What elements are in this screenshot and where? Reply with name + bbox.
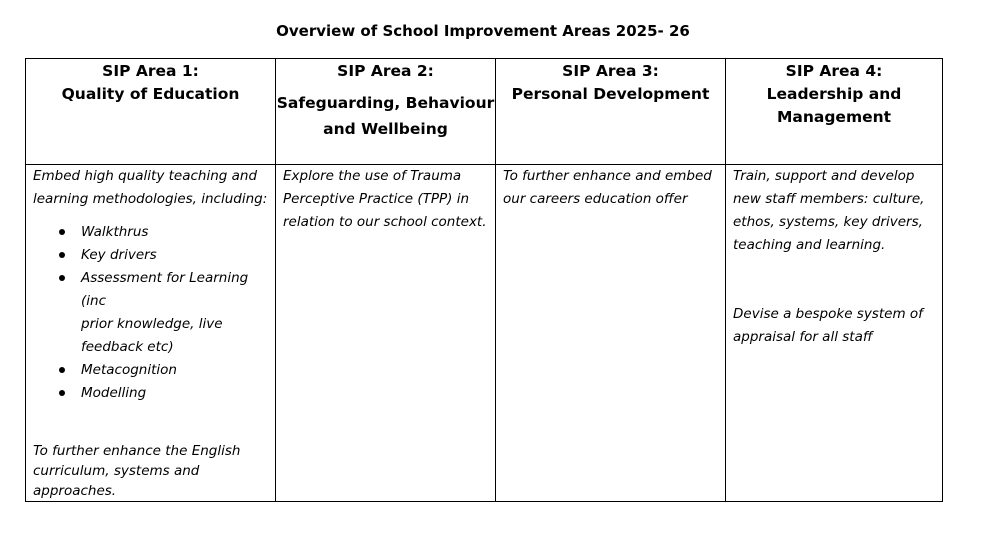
area-1-label: SIP Area 1:: [102, 62, 199, 80]
table-header-row: [26, 59, 943, 165]
sip-areas-table: [25, 58, 943, 502]
table-body-row: [26, 165, 943, 502]
area-4-name-line-1: Leadership and: [766, 85, 902, 103]
list-item: Walkthrus: [81, 221, 269, 244]
area-3-content-cell: [496, 165, 726, 502]
list-item: Assessment for Learning (inc prior knowledge, live feedback etc): [81, 267, 269, 359]
area-1-intro: Embed high quality teaching and learning methodologies, including:: [33, 168, 268, 207]
list-item: Key drivers: [81, 244, 269, 267]
list-item: Metacognition: [81, 359, 269, 382]
area-3-objective: To further enhance and embed our careers education offer: [503, 168, 712, 207]
list-item: Modelling: [81, 382, 269, 405]
area-2-name-line-1: Safeguarding, Behaviour: [276, 94, 495, 112]
header-cell-area-2: [276, 59, 496, 165]
header-cell-area-4: [726, 59, 943, 165]
area-1-content-cell: [26, 165, 276, 502]
area-4-name-line-2: Management: [776, 108, 892, 126]
area-4-label: SIP Area 4:: [785, 62, 883, 80]
area-1-english-objective: To further enhance the English curriculum, systems and approaches.: [33, 443, 241, 499]
area-1-name: Quality of Education: [61, 85, 240, 103]
area-4-appraisal-objective: Devise a bespoke system of appraisal for all staff: [733, 306, 923, 345]
area-2-content-cell: [276, 165, 496, 502]
area-4-staff-objective: Train, support and develop new staff members: culture, ethos, systems, key drivers, teaching and learning.: [733, 168, 925, 253]
area-3-name: Personal Development: [511, 85, 710, 103]
header-cell-area-3: [496, 59, 726, 165]
area-2-label: SIP Area 2:: [337, 62, 434, 80]
area-4-content-cell: [726, 165, 943, 502]
header-cell-area-1: [26, 59, 276, 165]
methodology-list: [33, 221, 269, 405]
area-2-name-line-2: and Wellbeing: [323, 120, 448, 138]
document-title: Overview of School Improvement Areas 2025- 26: [276, 22, 690, 40]
area-3-label: SIP Area 3:: [562, 62, 659, 80]
area-2-objective: Explore the use of Trauma Perceptive Practice (TPP) in relation to our school context.: [283, 168, 487, 230]
